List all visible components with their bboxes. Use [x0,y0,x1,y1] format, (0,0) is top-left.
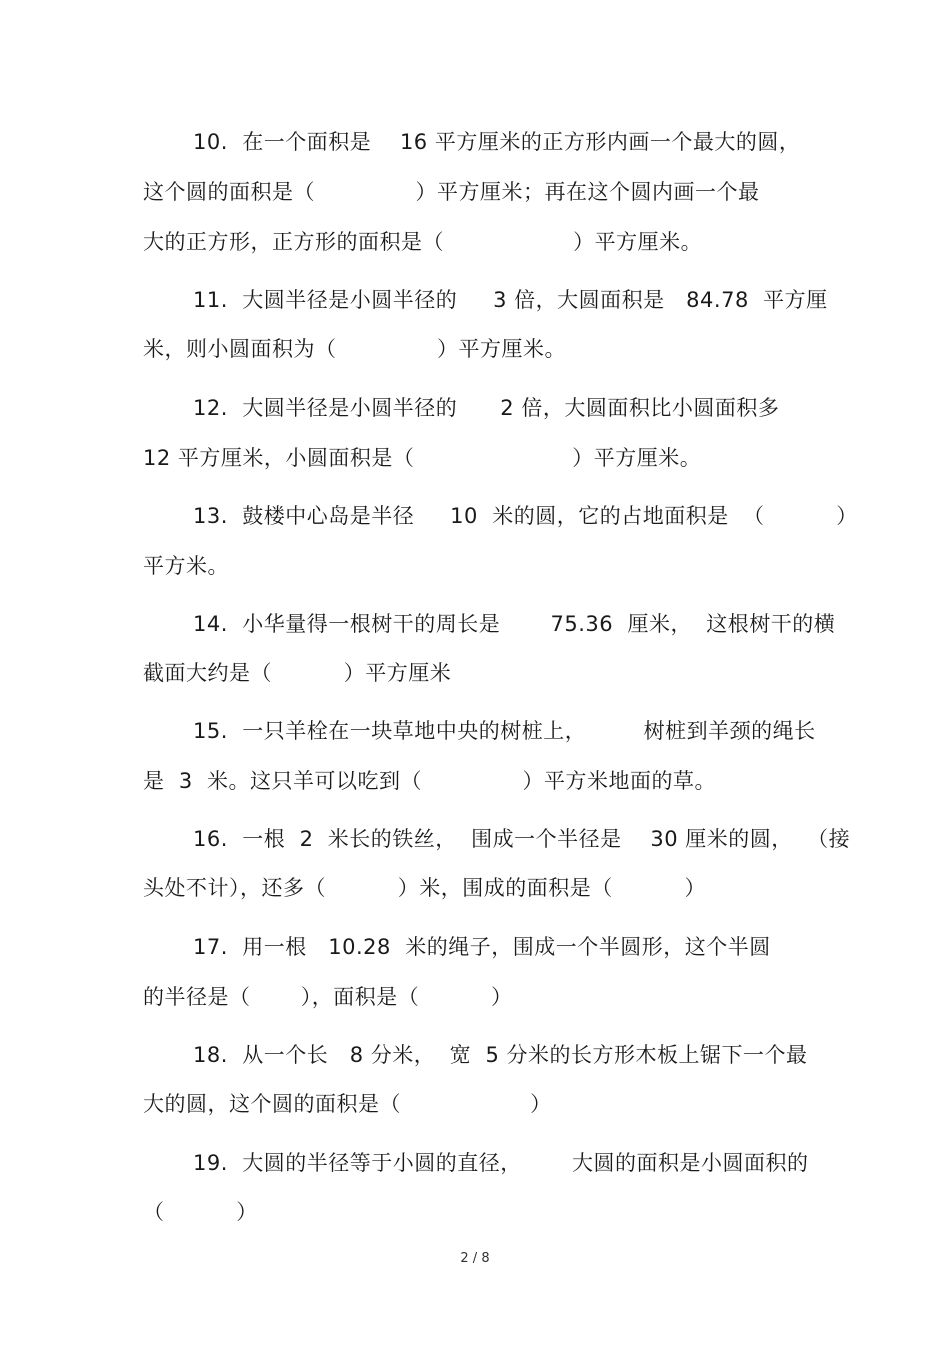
question-17-line-2: 的半径是（ ），面积是（ ） [143,985,513,1009]
question-15-line-1: 15. 一只羊栓在一块草地中央的树桩上， 树桩到羊颈的绳长 [193,719,816,743]
question-18-line-1: 18. 从一个长 8 分米， 宽 5 分米的长方形木板上锯下一个最 [193,1043,808,1067]
question-13-line-1: 13. 鼓楼中心岛是半径 10 米的圆，它的占地面积是 （ ） [193,504,858,528]
question-18-line-2: 大的圆，这个圆的面积是（ ） [143,1092,552,1116]
question-10-line-3: 大的正方形，正方形的面积是（ ）平方厘米。 [143,230,703,254]
question-11-line-2: 米，则小圆面积为（ ）平方厘米。 [143,337,566,361]
question-10-line-1: 10. 在一个面积是 16 平方厘米的正方形内画一个最大的圆， [193,130,801,154]
question-14-line-2: 截面大约是（ ）平方厘米 [143,661,452,685]
question-16-line-2: 头处不计），还多（ ）米，围成的面积是（ ） [143,876,707,900]
question-12-line-2: 12 平方厘米，小圆面积是（ ）平方厘米。 [143,446,702,470]
question-11-line-1: 11. 大圆半径是小圆半径的 3 倍，大圆面积是 84.78 平方厘 [193,288,828,312]
question-12-line-1: 12. 大圆半径是小圆半径的 2 倍，大圆面积比小圆面积多 [193,396,780,420]
question-10-line-2: 这个圆的面积是（ ）平方厘米；再在这个圆内画一个最 [143,180,760,204]
question-17-line-1: 17. 用一根 10.28 米的绳子，围成一个半圆形，这个半圆 [193,935,771,959]
question-15-line-2: 是 3 米。这只羊可以吃到（ ）平方米地面的草。 [143,769,717,793]
page-number: 2 / 8 [460,1251,490,1266]
question-19-line-2: （ ） [143,1200,258,1224]
question-19-line-1: 19. 大圆的半径等于小圆的直径， 大圆的面积是小圆面积的 [193,1151,809,1175]
question-14-line-1: 14. 小华量得一根树干的周长是 75.36 厘米， 这根树干的横 [193,612,836,636]
question-16-line-1: 16. 一根 2 米长的铁丝， 围成一个半径是 30 厘米的圆， （接 [193,827,851,851]
question-13-line-2: 平方米。 [143,554,229,578]
